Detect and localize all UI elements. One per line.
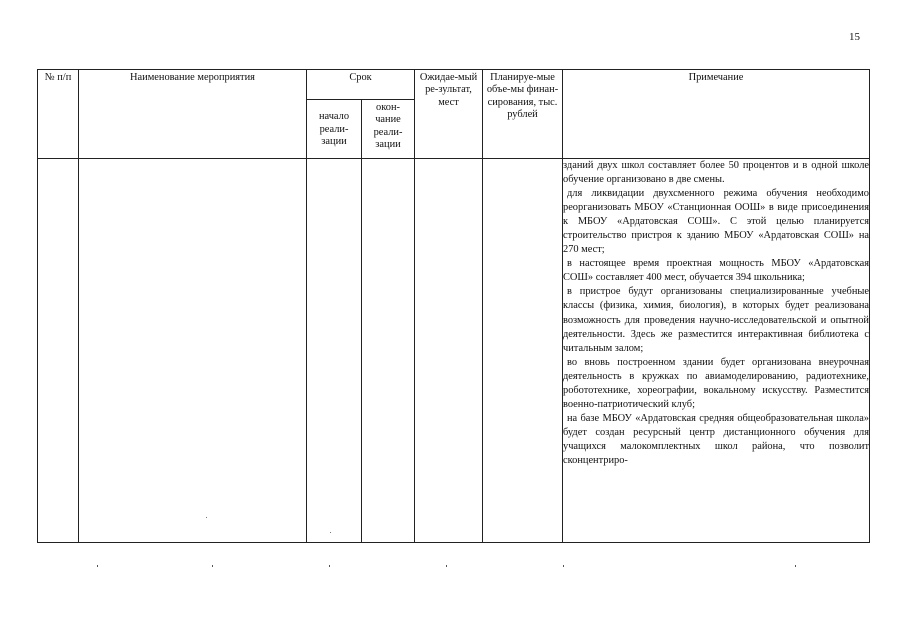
scan-speck xyxy=(206,517,207,518)
note-paragraph: для ликвидации двухсменного режима обучения необходимо реорганизовать МБОУ «Станционная ООШ» в виде присоединения к МБОУ «Ардатовская СОШ». С этой целью планируется строительство пристроя к зданию МБОУ «Ардатовская СОШ» на 270 мест; xyxy=(563,188,869,256)
table-row xyxy=(38,159,870,543)
measures-table xyxy=(37,69,870,543)
header-name xyxy=(79,70,307,159)
header-number xyxy=(38,70,79,159)
header-expected-result xyxy=(415,70,483,159)
cell-planned-funding xyxy=(483,159,563,543)
cell-term-end xyxy=(362,159,415,543)
note-paragraph: в настоящее время проектная мощность МБОУ «Ардатовская СОШ» составляет 400 мест, обучается 394 школьника; xyxy=(563,258,869,284)
note-paragraph: на базе МБОУ «Ардатовская средняя общеобразовательная школа» будет создан ресурсный центр дистанционного обучения для учащихся малокомплектных школ района, что позволит сконцентриро- xyxy=(563,412,869,466)
header-planned-funding xyxy=(483,70,563,159)
cell-number xyxy=(38,159,79,543)
header-term xyxy=(307,70,415,100)
cell-term-start xyxy=(307,159,362,543)
header-expected-result-label: Ожидае-мый ре-зультат, мест xyxy=(419,72,478,108)
page-number: 15 xyxy=(849,31,860,43)
scan-dot xyxy=(795,565,796,567)
scan-dot xyxy=(446,565,447,567)
header-term-start xyxy=(307,100,362,159)
note-paragraph: зданий двух школ составляет более 50 процентов и в одной школе обучение организовано в две смены. xyxy=(563,160,869,186)
cell-note xyxy=(563,159,870,543)
scan-dot xyxy=(563,565,564,567)
header-number-label: № п/п xyxy=(44,72,72,83)
header-term-end-label: окон-чание реали-зации xyxy=(373,102,403,151)
scan-artifact-dots xyxy=(0,565,905,569)
scan-dot xyxy=(212,565,213,567)
scan-dot xyxy=(97,565,98,567)
header-term-end xyxy=(362,100,415,159)
scan-speck xyxy=(330,532,331,533)
cell-name xyxy=(79,159,307,543)
note-paragraph: во вновь построенном здании будет организована внеурочная деятельность в кружках по авиамоделированию, радиотехнике, робототехнике, хореографии, вокальному искусству. Разместится военно-патриотический клуб; xyxy=(563,356,869,410)
cell-expected-result xyxy=(415,159,483,543)
header-term-label: Срок xyxy=(349,72,372,83)
header-term-start-label: начало реали-зации xyxy=(318,111,350,148)
header-name-label: Наименование мероприятия xyxy=(130,72,255,83)
note-paragraph: в пристрое будут организованы специализированные учебные классы (физика, химия, биология), в которых будет реализована возможность для проведения научно-исследовательской и опытной деятельности. Здесь же разместится интерактивная библиотека с читальным залом; xyxy=(563,286,869,354)
scan-dot xyxy=(329,565,330,567)
header-note xyxy=(563,70,870,159)
header-note-label: Примечание xyxy=(688,72,744,83)
header-planned-funding-label: Планируе-мые объе-мы финан-сирования, тыс. рублей xyxy=(486,72,559,121)
